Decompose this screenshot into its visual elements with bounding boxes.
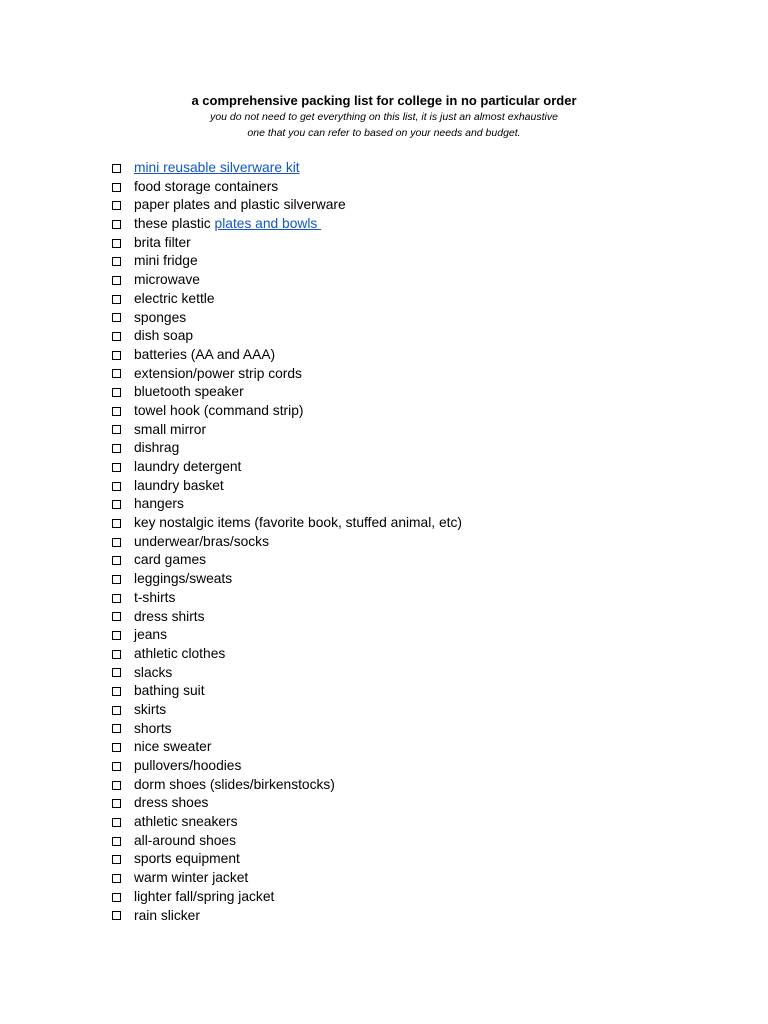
checklist-item <box>112 196 462 215</box>
checklist-item-label: leggings/sweats <box>134 571 233 587</box>
checklist-item <box>112 215 462 234</box>
checklist-item <box>112 439 462 458</box>
checklist-item-label: lighter fall/spring jacket <box>134 888 275 904</box>
checklist-item <box>112 608 462 627</box>
checklist-item <box>112 178 462 197</box>
empty-checkbox-icon[interactable] <box>112 631 121 640</box>
empty-checkbox-icon[interactable] <box>112 762 121 771</box>
checklist-item <box>112 327 462 346</box>
checklist-item <box>112 533 462 552</box>
checklist-item <box>112 570 462 589</box>
checklist-item-label: extension/power strip cords <box>134 365 302 381</box>
checklist-item-label: dress shoes <box>134 795 209 811</box>
checklist-item-label: athletic clothes <box>134 645 226 661</box>
checklist-item-label: t-shirts <box>134 589 176 605</box>
checklist-item <box>112 720 462 739</box>
checklist-item-label: batteries (AA and AAA) <box>134 346 276 362</box>
empty-checkbox-icon[interactable] <box>112 668 121 677</box>
checklist-item <box>112 290 462 309</box>
empty-checkbox-icon[interactable] <box>112 276 121 285</box>
empty-checkbox-icon[interactable] <box>112 164 121 173</box>
checklist-item-label: card games <box>134 552 207 568</box>
checklist-item <box>112 271 462 290</box>
checklist-item-label: pullovers/hoodies <box>134 758 242 773</box>
checklist-item <box>112 626 462 645</box>
empty-checkbox-icon[interactable] <box>112 893 121 902</box>
checklist-item <box>112 383 462 402</box>
empty-checkbox-icon[interactable] <box>112 425 121 434</box>
empty-checkbox-icon[interactable] <box>112 239 121 248</box>
checklist-item <box>112 682 462 701</box>
checklist-item <box>112 309 462 328</box>
checklist-item <box>112 850 462 869</box>
checklist-item-label: slacks <box>134 664 173 680</box>
checklist-item <box>112 701 462 720</box>
empty-checkbox-icon[interactable] <box>112 482 121 491</box>
checklist-item-label: warm winter jacket <box>134 870 249 886</box>
checklist-item-label: hangers <box>134 496 184 512</box>
empty-checkbox-icon[interactable] <box>112 257 121 266</box>
packing-checklist <box>112 159 462 925</box>
checklist-item <box>112 234 462 253</box>
empty-checkbox-icon[interactable] <box>112 855 121 864</box>
empty-checkbox-icon[interactable] <box>112 837 121 846</box>
checklist-item <box>112 477 462 496</box>
empty-checkbox-icon[interactable] <box>112 444 121 453</box>
checklist-item-label: brita filter <box>134 234 191 250</box>
checklist-item-label: laundry basket <box>134 477 224 493</box>
checklist-item-label: small mirror <box>134 421 207 437</box>
checklist-item-label: sponges <box>134 309 187 325</box>
document-title: a comprehensive packing list for college in no particular order <box>191 93 577 108</box>
checklist-item <box>112 907 462 926</box>
empty-checkbox-icon[interactable] <box>112 706 121 715</box>
checklist-item-label: athletic sneakers <box>134 814 238 830</box>
empty-checkbox-icon[interactable] <box>112 650 121 659</box>
empty-checkbox-icon[interactable] <box>112 332 121 341</box>
checklist-item <box>112 869 462 888</box>
checklist-item <box>112 551 462 570</box>
empty-checkbox-icon[interactable] <box>112 407 121 416</box>
checklist-item <box>112 514 462 533</box>
checklist-item <box>112 738 462 757</box>
checklist-item <box>112 365 462 384</box>
checklist-item <box>112 888 462 907</box>
checklist-item <box>112 589 462 608</box>
empty-checkbox-icon[interactable] <box>112 500 121 509</box>
empty-checkbox-icon[interactable] <box>112 743 121 752</box>
empty-checkbox-icon[interactable] <box>112 351 121 360</box>
checklist-item-label: key nostalgic items (favorite book, stuffed animal, etc) <box>134 515 462 531</box>
checklist-item <box>112 794 462 813</box>
empty-checkbox-icon[interactable] <box>112 388 121 397</box>
empty-checkbox-icon[interactable] <box>112 818 121 827</box>
checklist-item <box>112 346 462 365</box>
checklist-item <box>112 495 462 514</box>
empty-checkbox-icon[interactable] <box>112 463 121 472</box>
empty-checkbox-icon[interactable] <box>112 724 121 733</box>
checklist-item-label: towel hook (command strip) <box>134 402 304 418</box>
checklist-item-label: dorm shoes (slides/birkenstocks) <box>134 776 335 792</box>
empty-checkbox-icon[interactable] <box>112 519 121 528</box>
document-subtitle <box>0 110 768 141</box>
checklist-item <box>112 813 462 832</box>
subtitle-line: you do not need to get everything on this list, it is just an almost exhaustive <box>210 111 558 123</box>
checklist-item-label: sports equipment <box>134 851 240 867</box>
checklist-item <box>112 252 462 271</box>
checklist-item <box>112 645 462 664</box>
checklist-item-label: laundry detergent <box>134 459 242 474</box>
checklist-item-label: dishrag <box>134 440 180 456</box>
checklist-item-label: microwave <box>134 272 200 288</box>
checklist-item-label: food storage containers <box>134 178 279 194</box>
checklist-item-label: bluetooth speaker <box>134 384 244 400</box>
checklist-item <box>112 757 462 776</box>
subtitle-line: one that you can refer to based on your needs and budget. <box>247 126 521 139</box>
checklist-item-label: all-around shoes <box>134 832 237 848</box>
checklist-item-label: dress shirts <box>134 608 205 624</box>
checklist-item-prefix: these plastic <box>134 216 215 232</box>
empty-checkbox-icon[interactable] <box>112 183 121 192</box>
empty-checkbox-icon[interactable] <box>112 369 121 378</box>
empty-checkbox-icon[interactable] <box>112 556 121 565</box>
checklist-item-label: shorts <box>134 720 172 736</box>
empty-checkbox-icon[interactable] <box>112 538 121 547</box>
empty-checkbox-icon[interactable] <box>112 874 121 883</box>
checklist-item-label: bathing suit <box>134 683 205 699</box>
checklist-item <box>112 159 462 178</box>
checklist-item-label: mini fridge <box>134 253 198 269</box>
checklist-item-label: skirts <box>134 701 167 717</box>
checklist-item-label: nice sweater <box>134 739 212 755</box>
empty-checkbox-icon[interactable] <box>112 799 121 808</box>
checklist-item <box>112 402 462 421</box>
checklist-item <box>112 421 462 440</box>
empty-checkbox-icon[interactable] <box>112 687 121 696</box>
checklist-item-label: underwear/bras/socks <box>134 533 269 549</box>
checklist-item <box>112 458 462 477</box>
empty-checkbox-icon[interactable] <box>112 594 121 603</box>
empty-checkbox-icon[interactable] <box>112 612 121 621</box>
checklist-item-label: paper plates and plastic silverware <box>134 197 346 213</box>
empty-checkbox-icon[interactable] <box>112 911 121 920</box>
empty-checkbox-icon[interactable] <box>112 220 121 229</box>
empty-checkbox-icon[interactable] <box>112 201 121 210</box>
checklist-item <box>112 776 462 795</box>
empty-checkbox-icon[interactable] <box>112 575 121 584</box>
checklist-item <box>112 664 462 683</box>
checklist-item-label: rain slicker <box>134 907 200 923</box>
checklist-item-label: dish soap <box>134 328 194 344</box>
checklist-item <box>112 832 462 851</box>
empty-checkbox-icon[interactable] <box>112 313 121 322</box>
checklist-item-label: jeans <box>134 627 167 643</box>
empty-checkbox-icon[interactable] <box>112 295 121 304</box>
checklist-item-link[interactable]: mini reusable silverware kit <box>134 160 300 175</box>
checklist-item-link[interactable]: plates and bowls <box>214 216 322 232</box>
empty-checkbox-icon[interactable] <box>112 781 121 790</box>
checklist-item-label: electric kettle <box>134 290 215 306</box>
